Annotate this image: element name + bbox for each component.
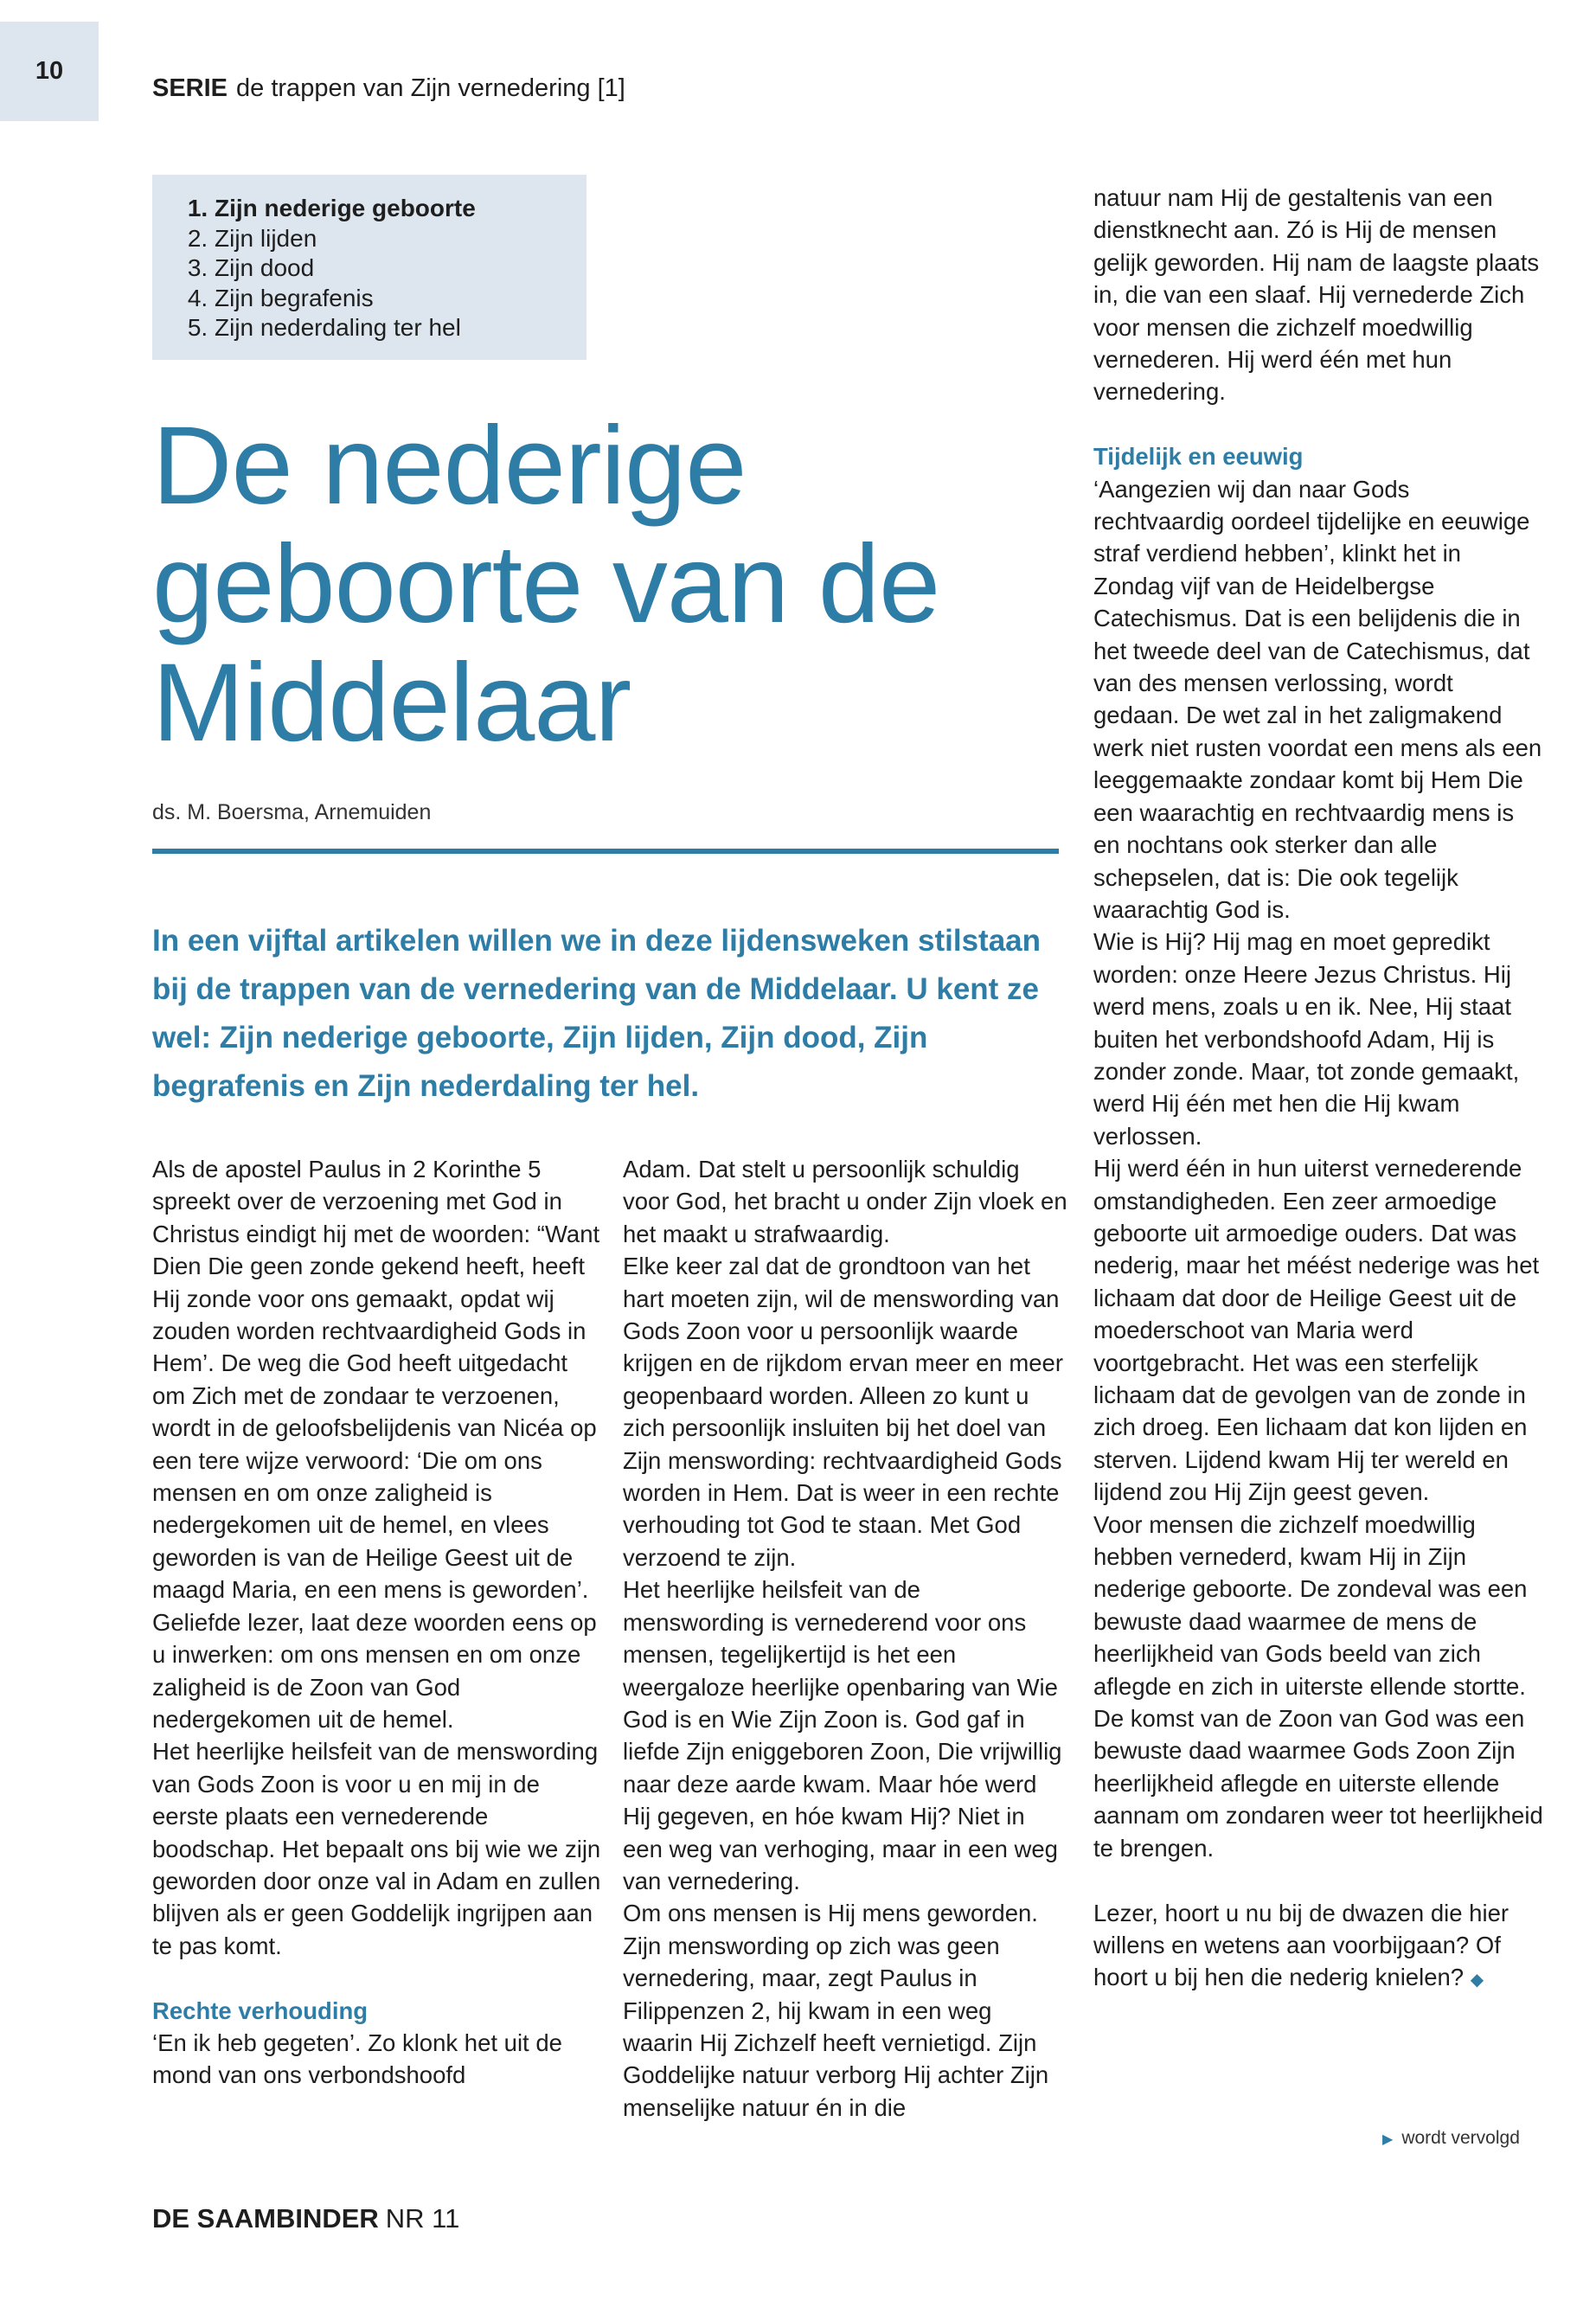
page-number: 10 — [0, 22, 99, 121]
paragraph: Adam. Dat stelt u persoonlijk schuldig voor God, het bracht u onder Zijn vloek en het maakt u strafwaardig. — [623, 1156, 1067, 1247]
paragraph: Voor mensen die zichzelf moedwillig hebben vernederd, kwam Hij in Zijn nederige geboorte. De zondeval was een bewuste daad waarmee de mens de heerlijkheid van Gods beeld van zich aflegde en zich in uiterste ellende stortte. De komst van de Zoon van God was een bewuste daad waarmee Gods Zoon Zijn heerlijkheid aflegde en uiterste ellende aannam om zondaren weer tot heerlijkheid te brengen. — [1093, 1510, 1543, 1862]
paragraph: Wie is Hij? Hij mag en moet gepredikt worden: onze Heere Jezus Christus. Hij werd mens, zoals u en ik. Nee, Hij staat buiten het verbondshoofd Adam, Hij is zonder zonde. Maar, tot zonde gemaakt, werd Hij één met hen die Hij kwam verlossen. — [1093, 928, 1520, 1150]
paragraph: Geliefde lezer, laat deze woorden eens op u inwerken: om ons mensen en om onze zaligheid is de Zoon van God nedergekomen uit de hemel. — [152, 1608, 597, 1733]
paragraph: Het heerlijke heilsfeit van de menswording van Gods Zoon is voor u en mij in de eerste plaats een vernederende boodschap. Het bepaalt ons bij wie we zijn geworden door onze val in Adam en zullen blijven als er geen Goddelijk ingrijpen aan te pas komt. — [152, 1738, 601, 1959]
series-list — [176, 194, 586, 343]
article-author: ds. M. Boersma, Arnemuiden — [152, 800, 432, 824]
series-item: 5. Zijn nederdaling ter hel — [215, 313, 586, 343]
closing-paragraph — [1093, 1897, 1543, 1997]
text-column-3 — [1093, 182, 1543, 1997]
text-column-1 — [152, 1153, 602, 2092]
issue-number: NR 11 — [385, 2203, 460, 2234]
paragraph: ‘Aangezien wij dan naar Gods rechtvaardig oordeel tijdelijke en eeuwige straf verdiend hebben’, klinkt het in Zondag vijf van de Heidelbergse Catechismus. Dat is een belijdenis die in het tweede deel van de Catechismus, dat van des mensen verlossing, wordt gedaan. De wet zal in het zaligmakend werk niet rusten voordat een mens als een leeggemaakte zondaar komt bij Hem Die een waarachtig en rechtvaardig mens is en nochtans ook sterker dan alle schepselen, dat is: Die ook tegelijk waarachtig God is. — [1093, 475, 1542, 923]
triangle-right-icon: ▶ — [1382, 2132, 1394, 2147]
paragraph: natuur nam Hij de gestaltenis van een dienstknecht aan. Zó is Hij de mensen gelijk geworden. Hij nam de laagste plaats in, die van een slaaf. Hij vernederde Zich voor mensen die zichzelf moedwillig vernederen. Hij werd één met hun vernedering. — [1093, 184, 1540, 406]
page-footer — [152, 2203, 459, 2234]
paragraph: Om ons mensen is Hij mens geworden. Zijn menswording op zich was geen vernedering, maar, zegt Paulus in Filippenzen 2, hij kwam in een weg waarin Hij Zichzelf heeft vernietigd. Zijn Goddelijke natuur verborg Hij achter Zijn menselijke natuur én in die — [623, 1900, 1049, 2121]
continued-note — [1382, 2128, 1520, 2149]
end-mark-icon: ◆ — [1470, 1971, 1484, 1990]
series-list-box — [152, 175, 586, 360]
series-item: 3. Zijn dood — [215, 253, 586, 284]
subheading: Rechte verhouding — [152, 1997, 369, 2024]
paragraph: Hij werd één in hun uiterst vernederende omstandigheden. Een zeer armoedige geboorte uit armoedige ouders. Dat was nederig, maar het méést nederige was het lichaam dat door de Heilige Geest uit de moederschoot van Maria werd voortgebracht. Het was een sterfelijk lichaam dat de gevolgen van de zonde in zich droeg. Een lichaam dat kon lijden en sterven. Lijdend kwam Hij ter wereld en lijdend zou Hij Zijn geest geven. — [1093, 1155, 1540, 1506]
paragraph: ‘En ik heb gegeten’. Zo klonk het uit de mond van ons verbondshoofd — [152, 2029, 562, 2089]
closing-text: Lezer, hoort u nu bij de dwazen die hier willens en wetens aan voorbijgaan? Of hoort u bij hen die nederig knielen? — [1093, 1899, 1509, 1991]
magazine-name: DE SAAMBINDER — [152, 2203, 379, 2234]
subheading: Tijdelijk en eeuwig — [1093, 443, 1304, 471]
series-item: 1. Zijn nederige geboorte — [215, 194, 586, 224]
continued-label: wordt vervolgd — [1401, 2128, 1520, 2148]
paragraph: Elke keer zal dat de grondtoon van het hart moeten zijn, wil de menswording van Gods Zoon voor u persoonlijk waarde krijgen en de rijkdom ervan meer en meer geopenbaard worden. Alleen zo kunt u zich persoonlijk insluiten bij het doel van Zijn menswording: rechtvaardigheid Gods worden in Hem. Dat is weer in een rechte verhouding tot God te staan. Met God verzoend te zijn. — [623, 1253, 1063, 1571]
series-item: 4. Zijn begrafenis — [215, 284, 586, 314]
article-intro: In een vijftal artikelen willen we in deze lijdensweken stilstaan bij de trappen van de vernedering van de Middelaar. U kent ze wel: Zijn nederige geboorte, Zijn lijden, Zijn dood, Zijn begrafenis en Zijn nederdaling ter hel. — [152, 924, 1042, 1103]
series-title: de trappen van Zijn vernedering [1] — [236, 74, 625, 102]
series-label: SERIE — [152, 74, 228, 102]
series-item: 2. Zijn lijden — [215, 224, 586, 254]
article-title: De nederige geboorte van de Middelaar — [152, 404, 940, 765]
series-header — [152, 74, 625, 103]
divider — [152, 849, 1059, 854]
paragraph: Als de apostel Paulus in 2 Korinthe 5 spreekt over de verzoening met God in Christus eindigt hij met de woorden: “Want Dien Die geen zonde gekend heeft, heeft Hij zonde voor ons gemaakt, opdat wij zouden worden rechtvaardigheid Gods in Hem’. De weg die God heeft uitgedacht om Zich met de zondaar te verzoenen, wordt in de geloofsbelijdenis van Nicéa op een tere wijze verwoord: ‘Die om ons mensen en om onze zaligheid is nedergekomen uit de hemel, en vlees geworden is van de Heilige Geest uit de maagd Maria, en een mens is geworden’. — [152, 1156, 600, 1604]
text-column-2 — [623, 1153, 1068, 2124]
paragraph: Het heerlijke heilsfeit van de menswording is vernederend voor ons mensen, tegelijkertijd is het een weergaloze heerlijke openbaring van Wie God is en Wie Zijn Zoon is. God gaf in liefde Zijn eniggeboren Zoon, Die vrijwillig naar deze aarde kwam. Maar hóe werd Hij gegeven, en hóe kwam Hij? Niet in een weg van verhoging, maar in een weg van vernedering. — [623, 1576, 1062, 1894]
